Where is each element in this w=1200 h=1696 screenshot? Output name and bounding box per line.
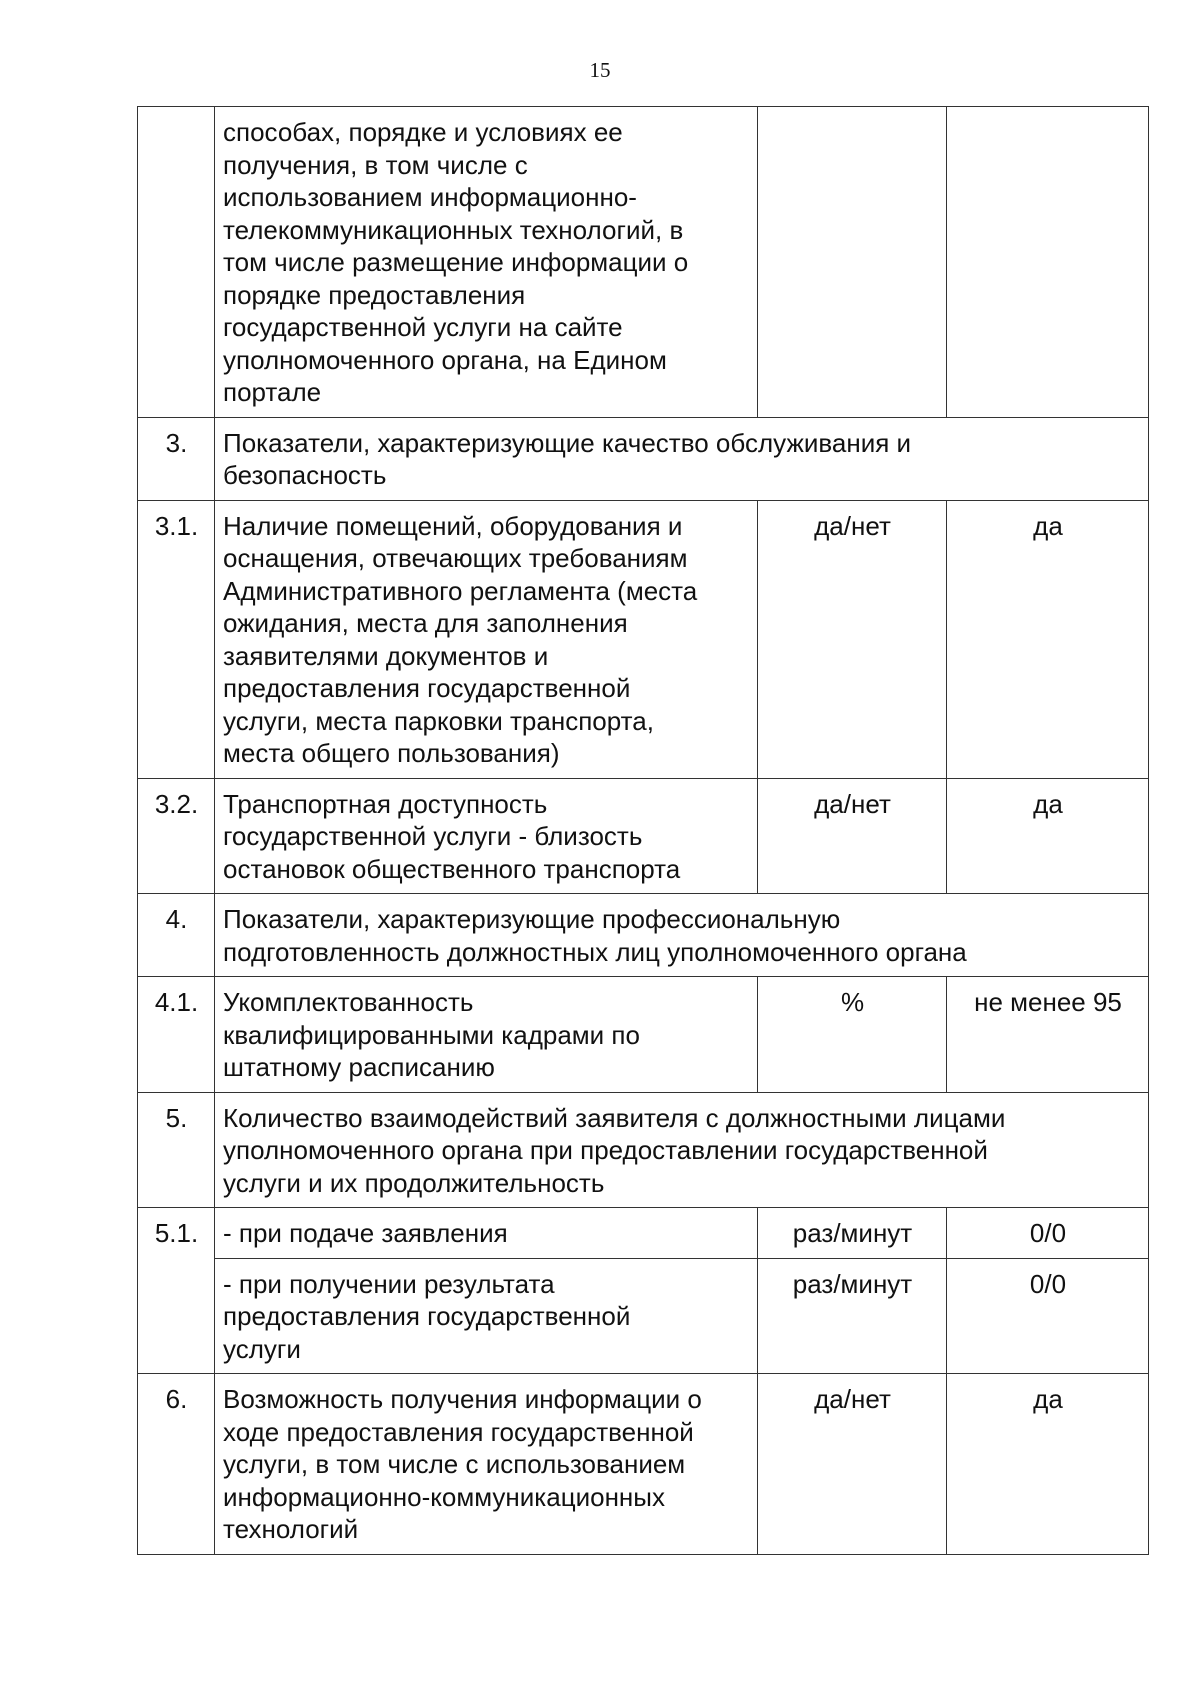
normative-value: не менее 95 bbox=[947, 977, 1149, 1093]
table-row bbox=[138, 778, 1149, 894]
unit-of-measure: раз/минут bbox=[758, 1258, 947, 1374]
section-title: Показатели, характеризующие качество обслуживания и безопасность bbox=[215, 417, 1149, 500]
indicators-table-body bbox=[138, 107, 1149, 1555]
indicator-name: Транспортная доступность государственной услуги - близость остановок общественного транспорта bbox=[215, 778, 758, 894]
table-row bbox=[138, 500, 1149, 778]
unit-of-measure: да/нет bbox=[758, 778, 947, 894]
row-number: 3. bbox=[138, 417, 215, 500]
row-number: 4. bbox=[138, 894, 215, 977]
unit-of-measure: да/нет bbox=[758, 500, 947, 778]
normative-value: да bbox=[947, 1374, 1149, 1555]
table-row bbox=[138, 977, 1149, 1093]
indicator-name: - при подаче заявления bbox=[215, 1208, 758, 1259]
normative-value bbox=[947, 107, 1149, 418]
unit-of-measure: да/нет bbox=[758, 1374, 947, 1555]
row-number: 6. bbox=[138, 1374, 215, 1555]
section-title: Показатели, характеризующие профессиональную подготовленность должностных лиц уполномоченного органа bbox=[215, 894, 1149, 977]
section-row bbox=[138, 894, 1149, 977]
indicator-name: способах, порядке и условиях ее получения, в том числе с использованием информационно- телекоммуникационных технологий, в том числе размещение информации о порядке предоставления государственной услуги на сайте уполномоченного органа, на Едином портале bbox=[215, 107, 758, 418]
row-number: 4.1. bbox=[138, 977, 215, 1093]
table-row bbox=[138, 1258, 1149, 1374]
row-number bbox=[138, 107, 215, 418]
indicator-name: Возможность получения информации о ходе предоставления государственной услуги, в том числе с использованием информационно-коммуникационных технологий bbox=[215, 1374, 758, 1555]
table-row bbox=[138, 1374, 1149, 1555]
normative-value: да bbox=[947, 778, 1149, 894]
row-number: 3.1. bbox=[138, 500, 215, 778]
indicator-name: Наличие помещений, оборудования и оснащения, отвечающих требованиям Административного регламента (места ожидания, места для заполнения заявителями документов и предоставления государственной услуги, места парковки транспорта, места общего пользования) bbox=[215, 500, 758, 778]
unit-of-measure: раз/минут bbox=[758, 1208, 947, 1259]
section-row bbox=[138, 417, 1149, 500]
section-title: Количество взаимодействий заявителя с должностными лицами уполномоченного органа при предоставлении государственной услуги и их продолжительность bbox=[215, 1092, 1149, 1208]
unit-of-measure: % bbox=[758, 977, 947, 1093]
indicator-name: Укомплектованность квалифицированными кадрами по штатному расписанию bbox=[215, 977, 758, 1093]
section-row bbox=[138, 1092, 1149, 1208]
normative-value: 0/0 bbox=[947, 1258, 1149, 1374]
indicators-table bbox=[137, 106, 1149, 1555]
unit-of-measure bbox=[758, 107, 947, 418]
table-row bbox=[138, 1208, 1149, 1259]
normative-value: 0/0 bbox=[947, 1208, 1149, 1259]
indicator-name: - при получении результата предоставления государственной услуги bbox=[215, 1258, 758, 1374]
row-number: 5.1. bbox=[138, 1208, 215, 1374]
table-row bbox=[138, 107, 1149, 418]
row-number: 5. bbox=[138, 1092, 215, 1208]
row-number: 3.2. bbox=[138, 778, 215, 894]
normative-value: да bbox=[947, 500, 1149, 778]
page-number: 15 bbox=[589, 58, 611, 82]
